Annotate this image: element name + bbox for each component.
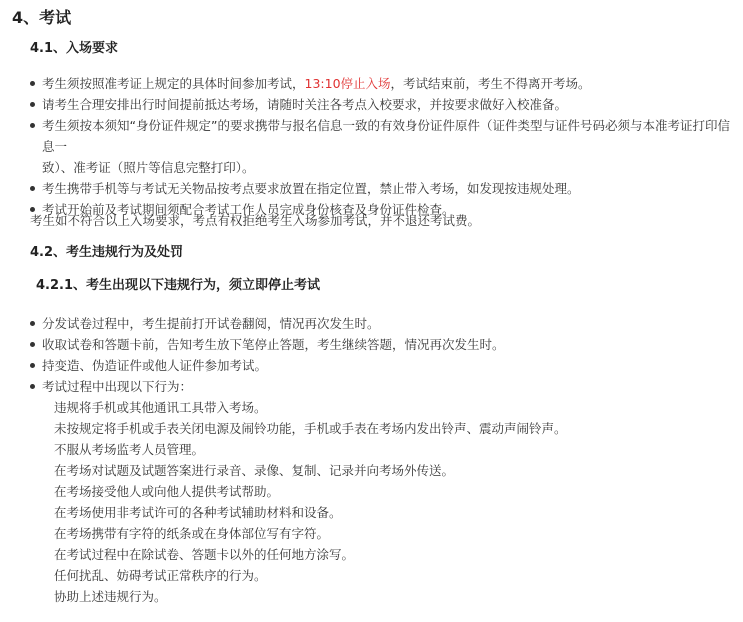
sub-item: 在考场对试题及试题答案进行录音、录像、复制、记录并向考场外传送。 [54, 463, 455, 478]
sub-item: 任何扰乱、妨碍考试正常秩序的行为。 [54, 568, 267, 583]
list-item: 考生携带手机等与考试无关物品按考点要求放置在指定位置，禁止带入考场，如发现按违规处理。 [30, 178, 735, 199]
highlight-time: 13:10停止入场 [304, 76, 391, 91]
subsection-heading-4-2-1: 4.2.1、考生出现以下违规行为，须立即停止考试 [36, 278, 321, 293]
violations-list [30, 313, 735, 607]
section-title: 4、考试 [12, 8, 72, 27]
sub-item: 未按规定将手机或手表关闭电源及闹铃功能，手机或手表在考场内发出铃声、震动声闹铃声。 [54, 421, 567, 436]
sub-item: 在考场接受他人或向他人提供考试帮助。 [54, 484, 280, 499]
list-item: 考生须按本须知“身份证件规定”的要求携带与报名信息一致的有效身份证件原件（证件类型与证件号码必须与本准考证打印信息一 致）、准考证（照片等信息完整打印）。 [30, 115, 735, 178]
subsection-heading-4-2: 4.2、考生违规行为及处罚 [30, 245, 184, 260]
sub-item: 在考试过程中在除试卷、答题卡以外的任何地方涂写。 [54, 547, 355, 562]
list-item: 分发试卷过程中，考生提前打开试卷翻阅，情况再次发生时。 [30, 313, 735, 334]
list-item: 考试过程中出现以下行为： 违规将手机或其他通讯工具带入考场。 未按规定将手机或手表关闭电源及闹铃功能，手机或手表在考场内发出铃声、震动声闹铃声。 不服从考场监考人员管理。 在考场对试题及试题答案进行录音、录像、复制、记录并向考场外传送。 在考场接受他人或向他人提供考试帮助。 在考场使用非考试许可的各种考试辅助材料和设备。 在考场携带有字符的纸条或在身体部位写有字符。 在考试过程中在除试卷、答题卡以外的任何地方涂写。 任何扰乱、妨碍考试正常秩序的行为。 协助上述违规行为。 [30, 376, 735, 607]
entry-requirements-list [30, 73, 735, 220]
sub-item: 违规将手机或其他通讯工具带入考场。 [54, 400, 267, 415]
sub-item: 在考场使用非考试许可的各种考试辅助材料和设备。 [54, 505, 342, 520]
list-item: 考生须按照准考证上规定的具体时间参加考试，13:10停止入场，考试结束前，考生不得离开考场。 [30, 73, 735, 94]
list-item: 考试开始前及考试期间须配合考试工作人员完成身份核查及身份证件检查。 [30, 199, 735, 220]
list-item: 持变造、伪造证件或他人证件参加考试。 [30, 355, 735, 376]
sub-item: 协助上述违规行为。 [54, 589, 167, 604]
list-item: 请考生合理安排出行时间提前抵达考场，请随时关注各考点入校要求，并按要求做好入校准备。 [30, 94, 735, 115]
sub-item: 不服从考场监考人员管理。 [54, 442, 205, 457]
subsection-heading-4-1: 4.1、入场要求 [30, 41, 119, 56]
sub-item: 在考场携带有字符的纸条或在身体部位写有字符。 [54, 526, 330, 541]
entry-note: 考生如不符合以上入场要求，考点有权拒绝考生入场参加考试，并不退还考试费。 [30, 213, 481, 228]
list-item: 收取试卷和答题卡前，告知考生放下笔停止答题，考生继续答题，情况再次发生时。 [30, 334, 735, 355]
